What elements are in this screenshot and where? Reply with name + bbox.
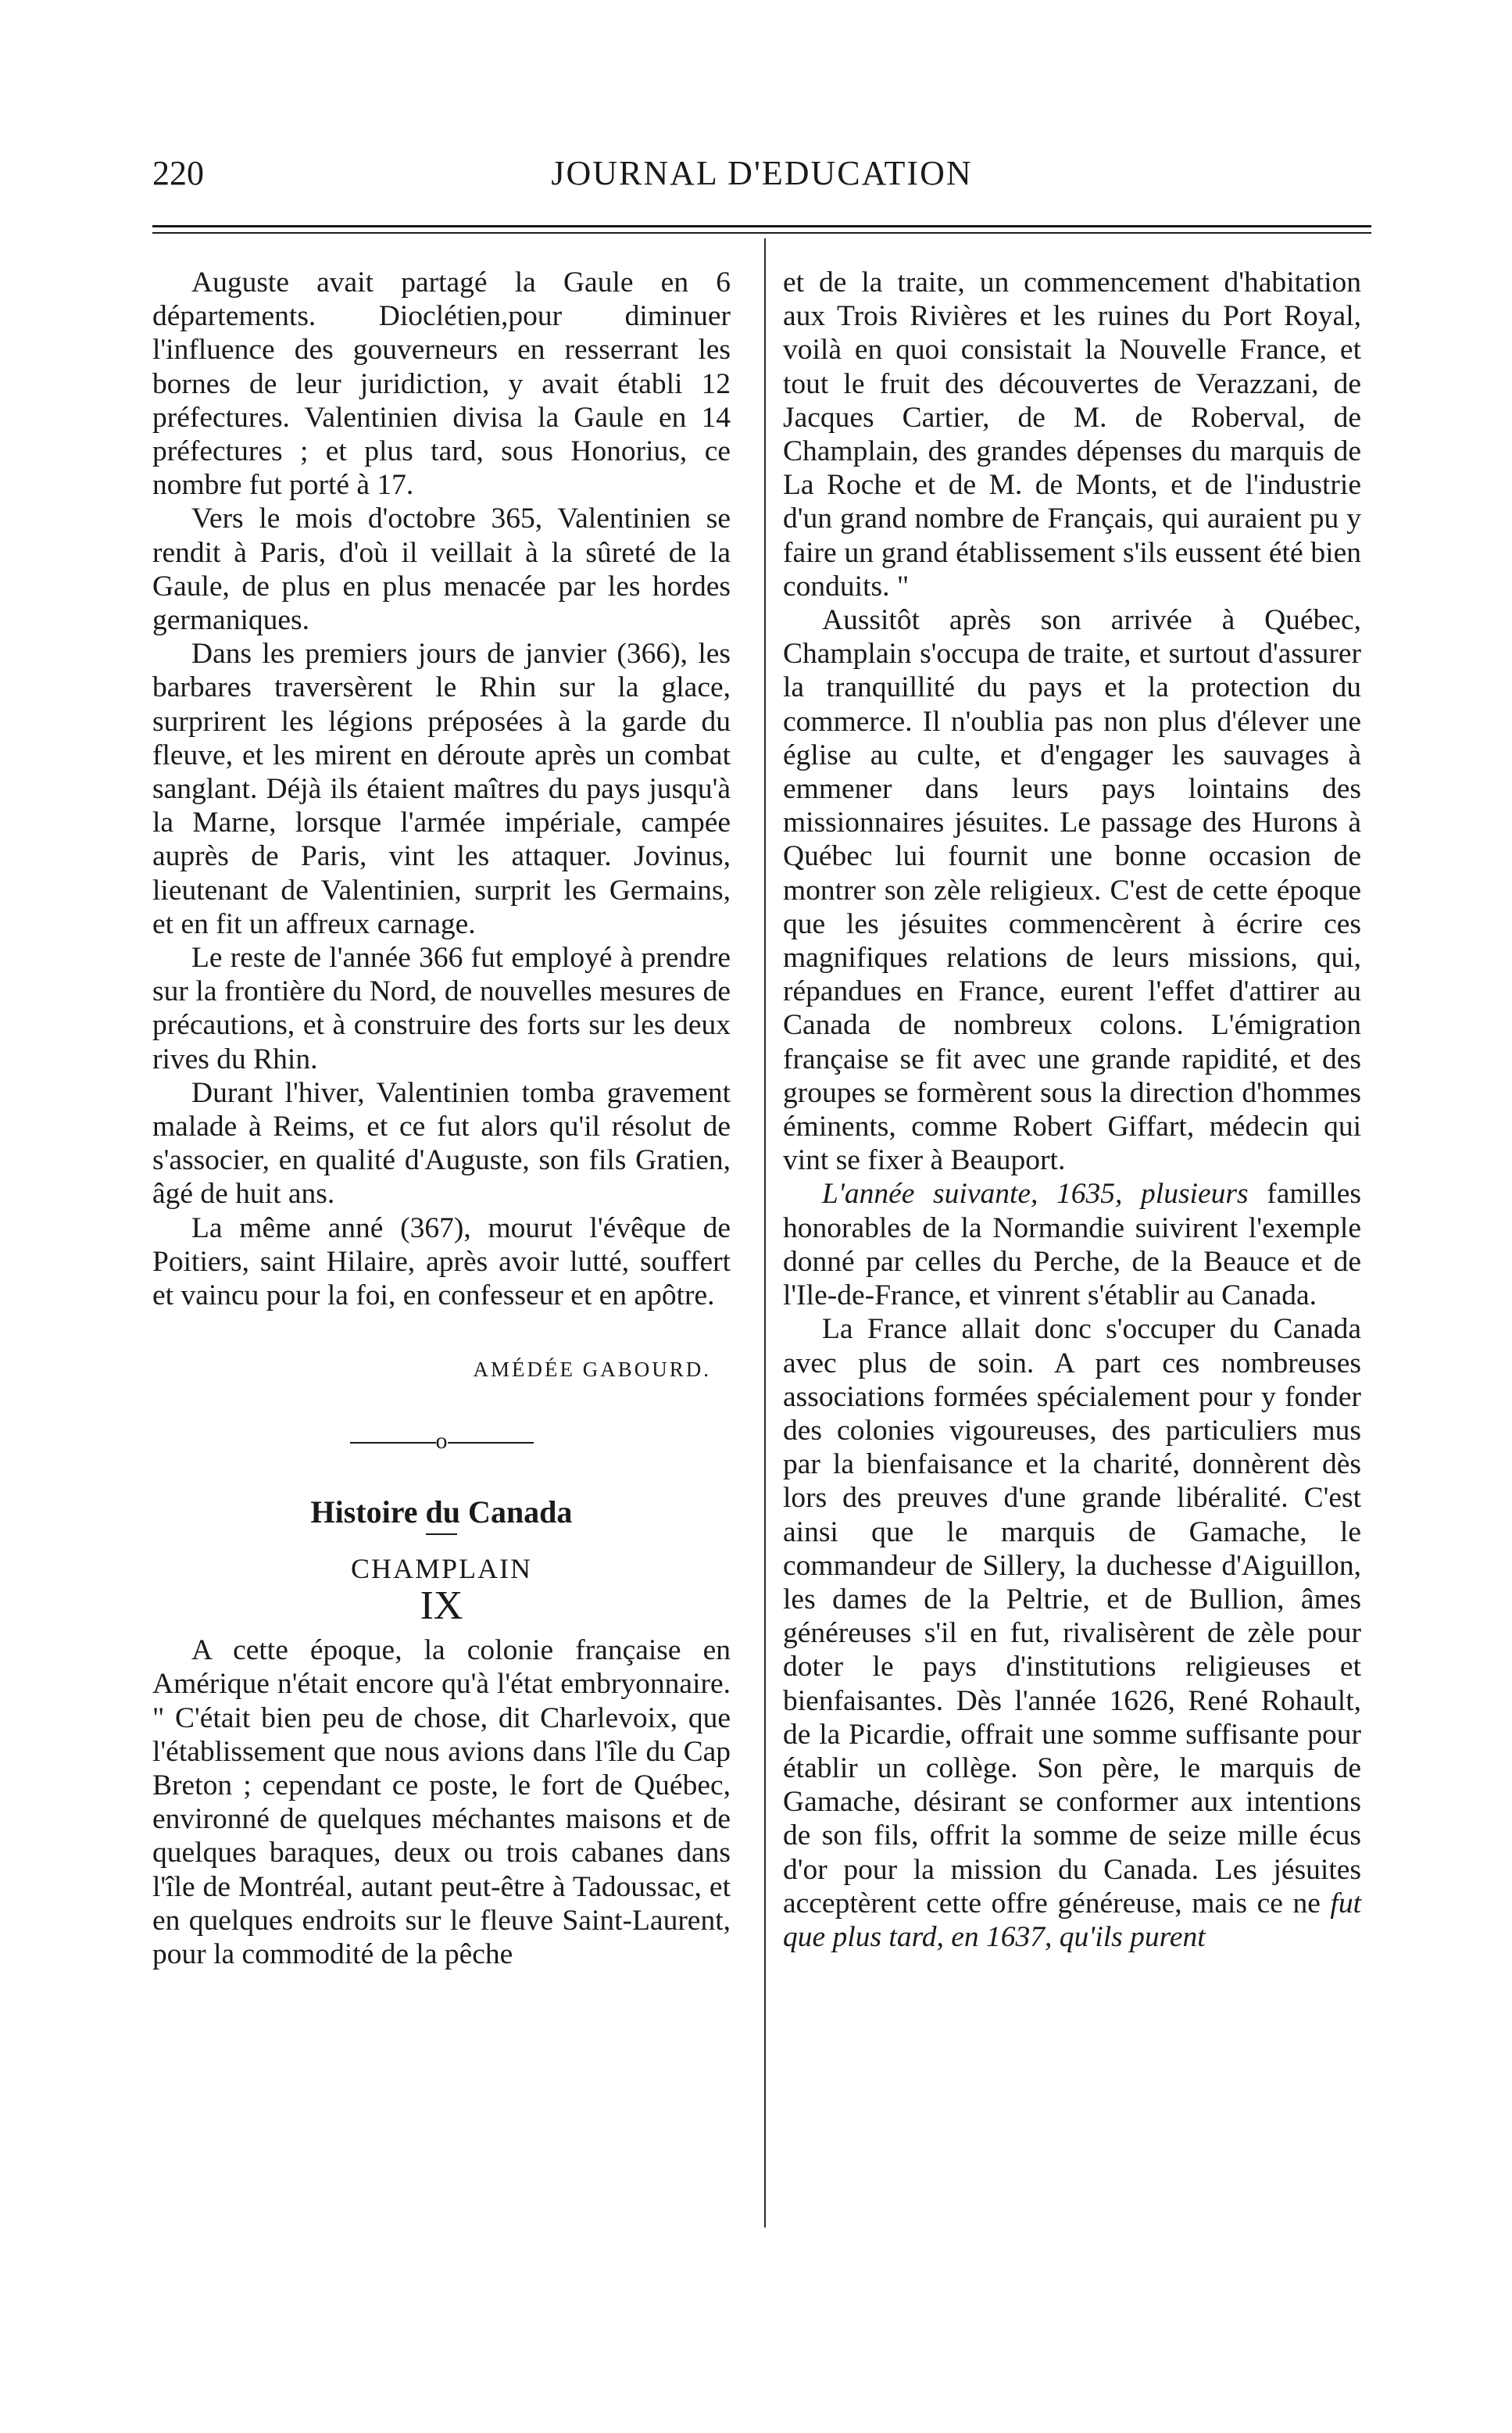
column-divider <box>764 238 766 2227</box>
chapter-number: IX <box>420 1583 463 1628</box>
paragraph: Durant l'hiver, Valentinien tomba gravement malade à Reims, et ce fut alors qu'il résolut de s'associer, en qualité d'Auguste, son fils Gratien, âgé de huit ans. <box>152 1076 731 1211</box>
italic-text: L'année suivante, 1635, plusieurs <box>822 1178 1249 1211</box>
page-header <box>152 153 1371 200</box>
author-signature: AMÉDÉE GABOURD. <box>473 1358 711 1382</box>
paragraph: Le reste de l'année 366 fut employé à prendre sur la frontière du Nord, de nouvelles mesures de précautions, et à construire des forts sur les deux rives du Rhin. <box>152 942 731 1075</box>
page-number: 220 <box>152 154 204 192</box>
paragraph-text: La France allait donc s'occuper du Canada avec plus de soin. A part ces nombreuses associations formées spécialement pour y fonder des colonies vigoureuses, des particuliers mus par la bienfaisance et la charité, donnèrent dès lors des preuves d'une grande libéralité. C'est ainsi que le marquis de Gamache, le commandeur de Sillery, la duchesse d'Aiguillon, les dames de la Peltrie, et de Bullion, âmes généreuses s'il en fut, rivalisèrent de zèle pour doter le pays d'institutions religieuses et bienfaisantes. Dès l'année 1626, René Rohault, de la Picardie, offrait une somme suffisante pour établir un collège. Son père, le marquis de Gamache, désirant se conformer aux intentions de son fils, offrit la somme de seize mille écus d'or pour la mission du Canada. Les jésuites acceptèrent cette offre généreuse, mais ce ne <box>783 1313 1361 1920</box>
paragraph: Vers le mois d'octobre 365, Valentinien se rendit à Paris, d'où il veillait à la sûreté de la Gaule, de plus en plus menacée par les hordes germaniques. <box>152 503 731 637</box>
paragraph: La même anné (367), mourut l'évêque de Poitiers, saint Hilaire, après avoir lutté, souffert et vaincu pour la foi, en confesseur et en apôtre. <box>152 1211 731 1312</box>
separator-mark: o <box>435 1427 448 1454</box>
title-dash <box>426 1533 457 1535</box>
separator-line <box>350 1442 436 1444</box>
paragraph: Aussitôt après son arrivée à Québec, Champlain s'occupa de traite, et surtout d'assurer la tranquillité du pays et la protection du commerce. Il n'oublia pas non plus d'élever une église au culte, et d'engager les sauvages à emmener dans leurs pays lointains des missionnaires jésuites. Le passage des Hurons à Québec lui fournit une bonne occasion de montrer son zèle religieux. C'est de cette époque que les jésuites commencèrent à écrire ces magnifiques relations de leurs missions, qui, répandues en France, eurent l'effet d'attirer au Canada de nombreux colons. L'émigration française se fit avec une grande rapidité, et des groupes se formèrent sous la direction d'hommes éminents, comme Robert Giffart, médecin qui vint se fixer à Beauport. <box>783 604 1361 1177</box>
paragraph: Auguste avait partagé la Gaule en 6 départements. Dioclétien,pour diminuer l'influence des gouverneurs en resserrant les bornes de leur juridiction, y avait établi 12 préfectures. Valentinien divisa la Gaule en 14 préfectures ; et plus tard, sous Honorius, ce nombre fut porté à 17. <box>152 267 731 502</box>
right-column <box>783 266 1361 1954</box>
paragraph <box>783 1177 1361 1312</box>
paragraph: Dans les premiers jours de janvier (366), les barbares traversèrent le Rhin sur la glace, surprirent les légions préposées à la garde du fleuve, et les mirent en déroute après un combat sanglant. Déjà ils étaient maîtres du pays jusqu'à la Marne, lorsque l'armée impériale, campée auprès de Paris, vint les attaquer. Jovinus, lieutenant de Valentinien, surprit les Germains, et en fit un affreux carnage. <box>152 638 731 940</box>
italic-text: fut que plus tard, en 1637, qu'ils purent <box>783 1887 1362 1953</box>
section-separator <box>152 1429 731 1453</box>
left-column <box>152 266 731 1971</box>
paragraph: et de la traite, un commencement d'habitation aux Trois Rivières et les ruines du Port Royal, voilà en quoi consistait la Nouvelle France, et tout le fruit des découvertes de Verazzani, de Jacques Cartier, de M. de Roberval, de Champlain, des grandes dépenses du marquis de La Roche et de M. de Monts, et de l'industrie d'un grand nombre de Français, qui auraient pu y faire un grand établissement s'ils eussent été bien conduits. " <box>783 267 1361 603</box>
section-title: Histoire du Canada <box>310 1494 573 1530</box>
paragraph: A cette époque, la colonie française en Amérique n'était encore qu'à l'état embryonnaire. " C'était bien peu de chose, dit Charlevoix, que l'établissement que nous avions dans l'île du Cap Breton ; cependant ce poste, le fort de Québec, environné de quelques méchantes maisons et de quelques baraques, deux ou trois cabanes dans l'île de Montréal, autant peut-être à Tadoussac, et en quelques endroits sur le fleuve Saint-Laurent, pour la commodité de la pêche <box>152 1634 731 1970</box>
journal-title: JOURNAL D'EDUCATION <box>551 154 973 192</box>
paragraph-text: familles honorables de la Normandie suivirent l'exemple donné par celles du Perche, de la Beauce et de l'Ile-de-France, et vinrent s'établir au Canada. <box>783 1178 1361 1312</box>
paragraph <box>783 1312 1361 1954</box>
header-rule-top <box>152 225 1371 227</box>
separator-line <box>448 1442 534 1444</box>
section-subtitle: CHAMPLAIN <box>350 1552 532 1584</box>
header-rule-bottom <box>152 232 1371 234</box>
